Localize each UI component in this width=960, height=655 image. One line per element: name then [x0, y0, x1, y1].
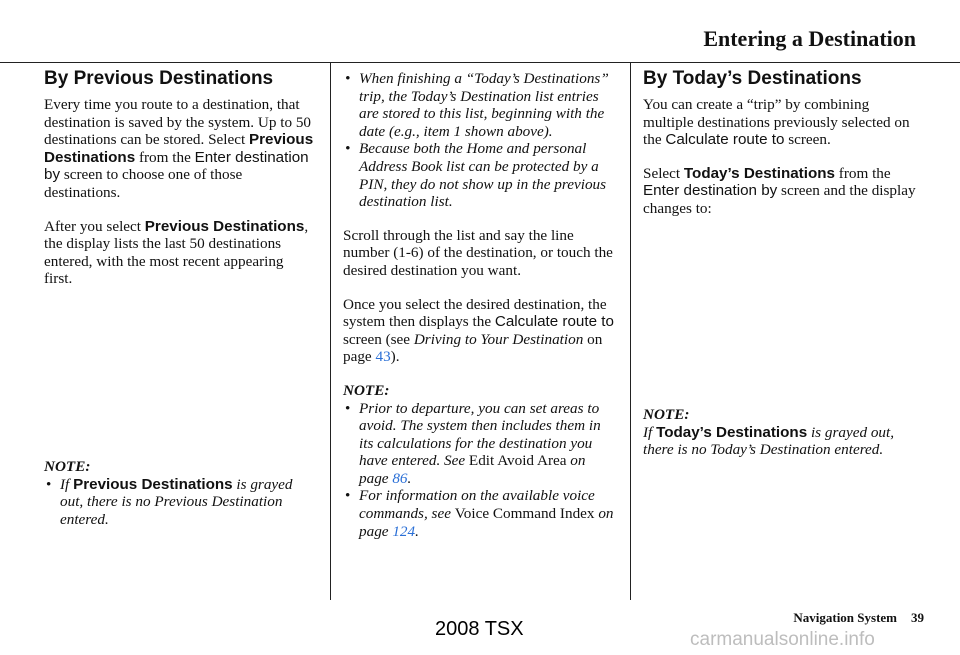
- text: If: [643, 423, 657, 441]
- text: Driving to Your Destination: [413, 330, 584, 348]
- column-middle: [343, 70, 618, 540]
- column-divider: [330, 62, 331, 600]
- text: Every time you route to a destination, that destination is saved by the system. Up to 50 destinations can be stored. Select: [44, 96, 312, 149]
- section-heading-today: By Today’s Destinations: [643, 68, 862, 89]
- note-left: [44, 458, 294, 528]
- ui-term: Enter destination by: [643, 182, 778, 200]
- paragraph: [44, 96, 314, 202]
- text: If: [60, 475, 74, 493]
- footer-nav-label: Navigation System: [793, 610, 897, 625]
- text: Edit Avoid Area: [468, 452, 567, 470]
- paragraph: [643, 165, 918, 218]
- list-item: [343, 400, 618, 488]
- model-label: 2008 TSX: [435, 618, 524, 640]
- ui-term: Calculate route to: [665, 131, 785, 149]
- column-divider: [630, 62, 631, 600]
- page-number: 39: [911, 610, 924, 625]
- ui-term: Previous Destinations: [44, 131, 314, 166]
- page-header-title: Entering a Destination: [703, 26, 916, 51]
- ui-term: Enter destination by: [44, 148, 309, 184]
- ui-term: Previous Destinations: [73, 475, 233, 493]
- paragraph: [44, 218, 314, 288]
- paragraph: Scroll through the list and say the line number (1-6) of the destination, or touch the desired destination you want.: [343, 226, 613, 279]
- list-item: • Because both the Home and personal Address Book list can be protected by a PIN, they do not show up in the previous destination list.: [343, 140, 618, 210]
- text: on page: [343, 330, 603, 366]
- text: from the: [834, 164, 891, 182]
- paragraph: [643, 96, 918, 149]
- text: on page: [359, 505, 614, 540]
- ui-term: Calculate route to: [494, 313, 614, 331]
- list-item: • When finishing a “Today’s Destinations” trip, the Today’s Destination list entries are stored to this list, beginning with the date (e.g., item 1 shown above).: [343, 70, 618, 140]
- text: After you select: [44, 217, 145, 235]
- ui-term: Today’s Destinations: [656, 423, 808, 441]
- text: For information on the available voice commands, see: [359, 487, 595, 523]
- note-label: NOTE:: [44, 458, 91, 475]
- text: Prior to departure, you can set areas to avoid. The system then includes them in its calculations for the destination you have entered. See: [359, 399, 601, 470]
- text: .: [415, 522, 419, 540]
- text: is grayed out, there is no Previous Destination entered.: [60, 475, 293, 528]
- column-right: [643, 68, 918, 234]
- list-item: [343, 487, 618, 540]
- page-link-86[interactable]: 86: [392, 469, 408, 487]
- section-heading-previous: By Previous Destinations: [44, 68, 274, 89]
- note-list: [44, 476, 294, 529]
- note-list: [343, 400, 618, 541]
- text: screen.: [784, 131, 831, 149]
- text: screen (see: [343, 330, 414, 348]
- text: You can create a “trip” by combining multiple destinations previously selected on the: [643, 96, 910, 149]
- column-left: [44, 68, 314, 304]
- list-item: [44, 476, 294, 529]
- ui-term: Previous Destinations: [144, 217, 305, 235]
- note-text: [643, 424, 908, 459]
- text: .: [407, 469, 412, 487]
- note-right: [643, 406, 908, 459]
- watermark: carmanualsonline.info: [690, 629, 875, 650]
- text: Voice Command Index: [454, 505, 595, 523]
- text: , the display lists the last 50 destinations entered, with the most recent appearing first.: [44, 217, 309, 288]
- text: screen to choose one of those destinations.: [44, 166, 243, 201]
- text: ).: [390, 348, 400, 366]
- page-link-124[interactable]: 124: [392, 522, 416, 540]
- paragraph: [343, 296, 618, 366]
- header-rule: [0, 62, 960, 63]
- text: from the: [135, 148, 195, 166]
- note-label: NOTE:: [643, 406, 690, 423]
- text: is grayed out, there is no Today’s Destination entered.: [643, 423, 895, 459]
- footer-nav: [793, 610, 924, 626]
- text: Once you select the desired destination, the system then displays the: [343, 295, 607, 331]
- text: screen and the display changes to:: [643, 182, 916, 217]
- bullet-list: [343, 70, 618, 211]
- note-label: NOTE:: [343, 381, 390, 399]
- ui-term: Today’s Destinations: [683, 164, 835, 182]
- text: on page: [359, 452, 586, 487]
- page-link-43[interactable]: 43: [375, 348, 391, 366]
- text: Select: [643, 164, 684, 182]
